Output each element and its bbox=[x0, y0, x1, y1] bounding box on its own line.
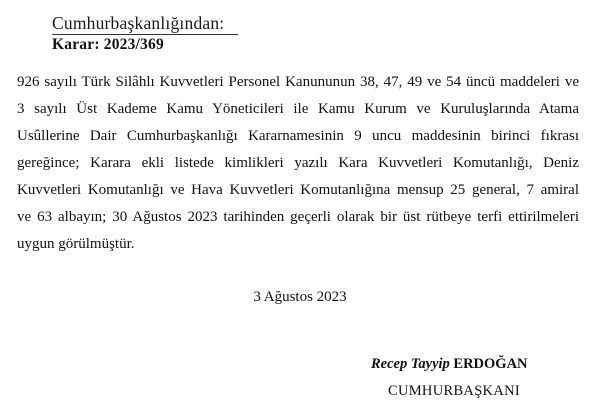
signatory-surname: ERDOĞAN bbox=[453, 356, 528, 372]
body-line-6: ve 63 albayın; 30 Ağustos 2023 tarihinden geçerli olarak bir üst rütbeye terfi ettirilmeleri bbox=[17, 209, 579, 225]
body-line-3: Usûllerine Dair Cumhurbaşkanlığı Kararnamesinin 9 uncu maddesinin birinci fıkrası bbox=[17, 128, 579, 144]
body-line-7: uygun görülmüştür. bbox=[17, 236, 135, 252]
issuing-authority-heading: Cumhurbaşkanlığından: bbox=[52, 13, 225, 33]
body-line-4: gereğince; Karara ekli listede kimlikleri yazılı Kara Kuvvetleri Komutanlığı, Deniz bbox=[17, 155, 579, 171]
body-line-5: Kuvvetleri Komutanlığı ve Hava Kuvvetleri Komutanlığına mensup 25 general, 7 amiral bbox=[17, 182, 579, 198]
decree-date: 3 Ağustos 2023 bbox=[253, 289, 347, 305]
heading-underline bbox=[52, 34, 238, 35]
signatory-title: CUMHURBAŞKANI bbox=[388, 383, 520, 399]
body-line-1: 926 sayılı Türk Silâhlı Kuvvetleri Personel Kanununun 38, 47, 49 ve 54 üncü maddeleri ve bbox=[17, 74, 579, 90]
body-line-2: 3 sayılı Üst Kademe Kamu Yöneticileri ile Kamu Kurum ve Kuruluşlarında Atama bbox=[17, 101, 579, 117]
decision-number: Karar: 2023/369 bbox=[52, 36, 164, 53]
signatory-name bbox=[371, 356, 528, 373]
signatory-given-names: Recep Tayyip bbox=[371, 356, 450, 372]
